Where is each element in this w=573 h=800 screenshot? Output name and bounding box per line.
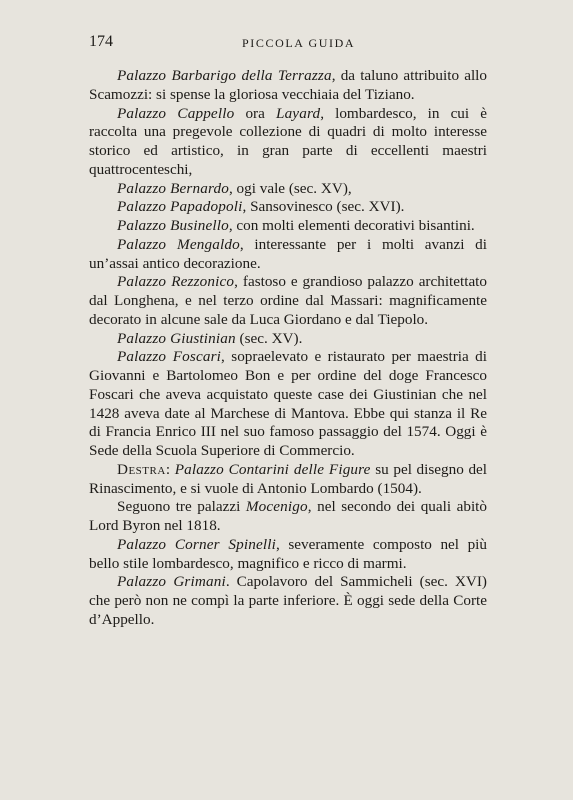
side-label-separator: : (165, 460, 175, 478)
palace-name: Mocenigo (245, 498, 308, 516)
body-text (89, 67, 487, 630)
paragraph-text: , severamente composto nel più bello stile lombardesco, magnifico e ricco di marmi. (89, 535, 487, 572)
paragraph-text: , interessante per i molti avanzi di un’assai antico decorazione. (89, 235, 487, 272)
paragraph-text: , ogi vale (sec. XV), (228, 179, 352, 197)
paragraph-corner-spinelli (89, 536, 487, 574)
side-label: Destra (117, 460, 166, 478)
paragraph-intro: Seguono tre palazzi (117, 498, 246, 516)
palace-name: Palazzo Giustinian (117, 329, 236, 347)
palace-name: Palazzo Papadopoli (117, 198, 243, 216)
running-title: PICCOLA GUIDA (242, 36, 356, 50)
paragraph-text: . Capolavoro del Sammicheli (sec. XVI) che però non ne compì la parte inferiore. È oggi sede della Corte d’Appello. (89, 573, 487, 628)
page-header (89, 33, 484, 53)
paragraph-rezzonico (89, 273, 487, 329)
paragraph-barbarigo (89, 67, 487, 105)
paragraph-mengaldo (89, 236, 487, 274)
paragraph-text: (sec. XV). (235, 329, 303, 347)
connector-text: ora (234, 104, 276, 122)
palace-name: Palazzo Businello (117, 217, 229, 234)
palace-name: Palazzo Mengaldo (117, 235, 240, 253)
paragraph-mocenigo (89, 498, 487, 536)
paragraph-text: , da taluno attribuito allo Scamozzi: si spense la gloriosa vecchiaia del Tiziano. (89, 67, 487, 103)
paragraph-contarini (89, 461, 487, 499)
palace-name: Palazzo Barbarigo della Terrazza (117, 67, 332, 84)
paragraph-giustinian (89, 330, 487, 349)
paragraph-cappello (89, 105, 487, 180)
paragraph-text: , con molti elementi decorativi bisantini. (228, 217, 475, 234)
palace-name: Palazzo Bernardo (117, 179, 229, 197)
paragraph-text: , Sansovinesco (sec. XVI). (242, 198, 405, 216)
paragraph-text: , sopraelevato e ristaurato per maestria di Giovanni e Bartolomeo Bon e per ordine del doge Francesco Foscari che aveva acquistato queste case dei Giustinian che nel 1428 aveva date al Marchese di Mantova. Ebbe qui stanza il Re di Francia Enrico III nel suo famoso passaggio del 1574. Oggi è Sede della Scuola Superiore di Commercio. (89, 348, 487, 459)
paragraph-bernardo (89, 180, 487, 199)
page-number: 174 (89, 33, 113, 50)
palace-name: Palazzo Corner Spinelli (117, 535, 276, 553)
paragraph-text: su pel disegno del Rinascimento, e si vuole di Antonio Lombardo (1504). (89, 460, 487, 497)
palace-name: Palazzo Cappello (117, 104, 235, 122)
paragraph-foscari (89, 348, 487, 461)
palace-name: Palazzo Grimani (117, 573, 226, 591)
paragraph-papadopoli (89, 198, 487, 217)
palace-name: Palazzo Rezzonico (117, 273, 235, 291)
paragraph-text: , nel secondo dei quali abitò Lord Byron nel 1818. (89, 498, 487, 534)
paragraph-text: , fastoso e grandioso palazzo architettato dal Longhena, e nel terzo ordine dal Massari: magnificamente decorato in alcune sale da Luca Giordano e dal Tiepolo. (89, 273, 487, 328)
paragraph-businello (89, 217, 487, 236)
paragraph-text: , lombardesco, in cui è raccolta una pregevole collezione di quadri di molto interesse storico ed artistico, in gran parte di eccellenti maestri quattrocenteschi, (89, 104, 487, 178)
palace-name: Palazzo Contarini delle Figure (174, 460, 371, 478)
paragraph-grimani (89, 573, 487, 629)
palace-name: Palazzo Foscari (117, 348, 222, 366)
palace-alt-name: Layard (275, 104, 321, 122)
